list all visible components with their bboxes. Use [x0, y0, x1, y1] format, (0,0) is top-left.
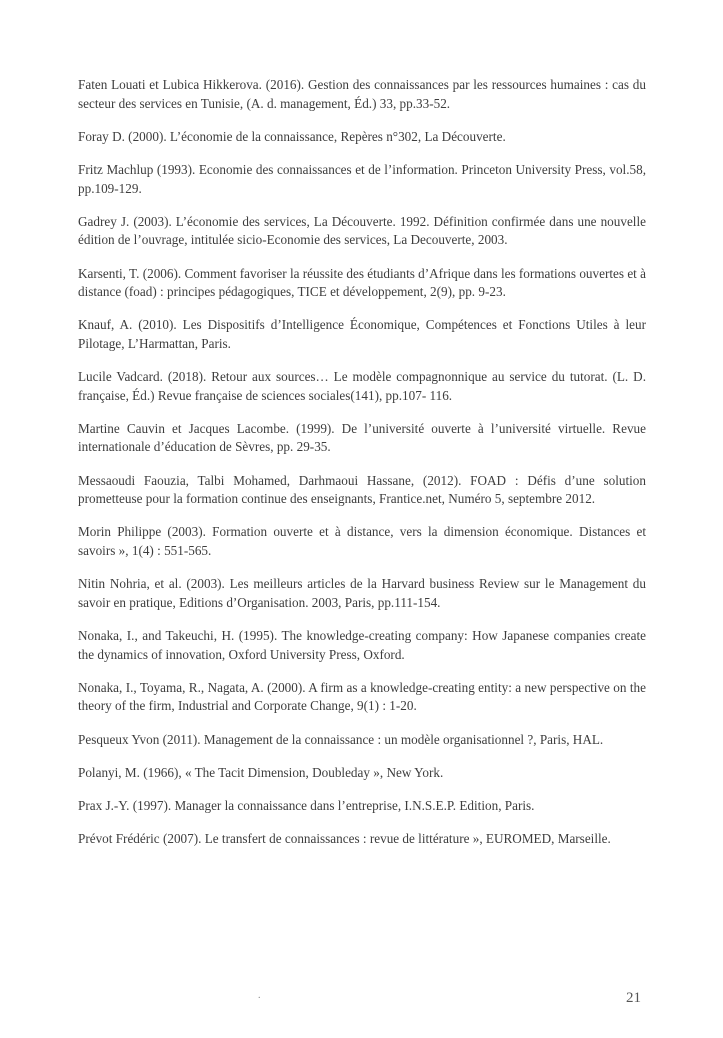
reference-entry: Knauf, A. (2010). Les Dispositifs d’Intelligence Économique, Compétences et Fonctions Utiles à leur Pilotage, L’Harmattan, Paris.: [78, 317, 646, 351]
reference-entry: Karsenti, T. (2006). Comment favoriser la réussite des étudiants d’Afrique dans les formations ouvertes et à distance (foad) : principes pédagogiques, TICE et développement, 2(9), pp. 9-23.: [78, 265, 646, 300]
reference-entry: Prax J.-Y. (1997). Manager la connaissance dans l’entreprise, I.N.S.E.P. Edition, Paris.: [78, 797, 535, 813]
reference-entry: Nitin Nohria, et al. (2003). Les meilleurs articles de la Harvard business Review sur le Management du savoir en pratique, Editions d’Organisation. 2003, Paris, pp.111-154.: [78, 576, 646, 610]
reference-entry: Gadrey J. (2003). L’économie des services, La Découverte. 1992. Définition confirmée dans une nouvelle édition de l’ouvrage, intitulée sicio-Economie des services, La Decouverte, 2003.: [78, 213, 646, 248]
reference-entry: Prévot Frédéric (2007). Le transfert de connaissances : revue de littérature », EUROMED, Marseille.: [78, 831, 611, 847]
reference-entry: Pesqueux Yvon (2011). Management de la connaissance : un modèle organisationnel ?, Paris, HAL.: [78, 731, 604, 747]
reference-entry: Fritz Machlup (1993). Economie des connaissances et de l’information. Princeton University Press, vol.58, pp.109-129.: [78, 161, 646, 196]
reference-entry: Faten Louati et Lubica Hikkerova. (2016). Gestion des connaissances par les ressources humaines : cas du secteur des services en Tunisie, (A. d. management, Éd.) 33, pp.33-52.: [78, 77, 646, 111]
reference-list: [78, 76, 646, 863]
footer-dot: .: [258, 990, 261, 1001]
reference-entry: Lucile Vadcard. (2018). Retour aux sources… Le modèle compagnonnique au service du tutorat. (L. D. française, Éd.) Revue française de sciences sociales(141), pp.107- 116.: [78, 369, 646, 403]
reference-entry: Polanyi, M. (1966), « The Tacit Dimension, Doubleday », New York.: [78, 764, 444, 780]
reference-entry: Foray D. (2000). L’économie de la connaissance, Repères n°302, La Découverte.: [78, 128, 506, 144]
reference-entry: Martine Cauvin et Jacques Lacombe. (1999). De l’université ouverte à l’université virtuelle. Revue internationale d’éducation de Sèvres, pp. 29-35.: [78, 420, 646, 455]
reference-entry: Morin Philippe (2003). Formation ouverte et à distance, vers la dimension économique. Distances et savoirs », 1(4) : 551-565.: [78, 524, 646, 559]
reference-entry: Nonaka, I., and Takeuchi, H. (1995). The knowledge-creating company: How Japanese companies create the dynamics of innovation, Oxford University Press, Oxford.: [78, 628, 646, 662]
page-number: 21: [626, 990, 641, 1006]
reference-entry: Nonaka, I., Toyama, R., Nagata, A. (2000). A firm as a knowledge-creating entity: a new perspective on the theory of the firm, Industrial and Corporate Change, 9(1) : 1-20.: [78, 679, 646, 714]
reference-entry: Messaoudi Faouzia, Talbi Mohamed, Darhmaoui Hassane, (2012). FOAD : Défis d’une solution prometteuse pour la formation continue des enseignants, Frantice.net, Numéro 5, septembre 2012.: [78, 472, 646, 507]
